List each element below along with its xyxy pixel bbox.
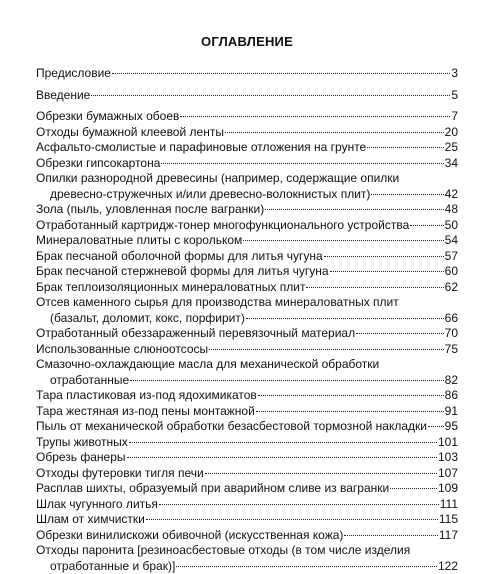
toc-entry [36, 88, 458, 104]
dot-leader [428, 426, 444, 427]
toc-entry [36, 156, 458, 172]
toc-entry-title: Опилки разнородной древесины (например, содержащие опилки [36, 171, 399, 187]
toc-page-number: 66 [445, 311, 458, 327]
toc-page-number: 70 [445, 326, 458, 342]
toc-entry-line [36, 264, 458, 280]
toc-entry [36, 171, 458, 202]
toc-entry-line [36, 218, 458, 234]
toc-heading: ОГЛАВЛЕНИЕ [0, 34, 494, 49]
toc-entry-line [36, 559, 458, 574]
toc-page-number: 91 [445, 404, 458, 420]
toc-entry [36, 481, 458, 497]
toc-entry-title: Шлак чугунного литья [36, 497, 158, 513]
dot-leader [356, 333, 444, 334]
toc-entry-line [36, 512, 458, 528]
toc-entry [36, 342, 458, 358]
dot-leader [129, 442, 437, 443]
dot-leader [205, 473, 437, 474]
toc-page-number: 34 [445, 156, 458, 172]
toc-entry-line [36, 295, 458, 311]
toc-entry-title: Шлам от химчистки [36, 512, 145, 528]
dot-leader [344, 535, 437, 536]
toc-entry-line [36, 481, 458, 497]
toc-entry [36, 435, 458, 451]
toc-page-number: 122 [438, 559, 458, 574]
toc-entry-title: отработанные и брак)] [50, 559, 175, 574]
toc-entry-title: Отсев каменного сырья для производства минераловатных плит [36, 295, 399, 311]
toc-entry-title: Предисловие [36, 66, 111, 82]
toc-entry [36, 326, 458, 342]
toc-page-number: 3 [451, 66, 458, 82]
toc-entry-title: (базальт, доломит, кокс, порфирит) [50, 311, 245, 327]
dot-leader [146, 519, 438, 520]
dot-leader [130, 380, 444, 381]
toc-entry [36, 140, 458, 156]
toc-entry [36, 388, 458, 404]
toc-entry-title: Брак теплоизоляционных минераловатных плит [36, 280, 305, 296]
toc-entry-line [36, 88, 458, 104]
dot-leader [265, 209, 443, 210]
table-of-contents [36, 66, 458, 574]
dot-leader [306, 287, 443, 288]
toc-entry [36, 512, 458, 528]
toc-entry [36, 280, 458, 296]
toc-entry-line [36, 357, 458, 373]
toc-entry-line [36, 187, 458, 203]
toc-entry-title: Обрезки бумажных обоев [36, 109, 179, 125]
dot-leader [112, 73, 450, 74]
dot-leader [324, 256, 444, 257]
toc-entry-line [36, 109, 458, 125]
toc-entry-line [36, 156, 458, 172]
toc-page-number: 48 [445, 202, 458, 218]
toc-entry-title: Отходы паронита [резиноасбестовые отходы (в том числе изделия [36, 543, 410, 559]
dot-leader [330, 271, 444, 272]
toc-entry [36, 497, 458, 513]
toc-entry-line [36, 404, 458, 420]
toc-entry [36, 109, 458, 125]
toc-entry-title: Асфальто-смолистые и парафиновые отложения на грунте [36, 140, 366, 156]
dot-leader [127, 457, 437, 458]
toc-page-number: 95 [445, 419, 458, 435]
toc-page-number: 115 [439, 512, 458, 528]
toc-entry-title: Трупы животных [36, 435, 128, 451]
toc-page-number: 109 [438, 481, 458, 497]
toc-entry [36, 543, 458, 574]
toc-entry-line [36, 202, 458, 218]
toc-entry [36, 202, 458, 218]
toc-entry-title: Введение [36, 88, 90, 104]
toc-entry [36, 264, 458, 280]
toc-entry-line [36, 171, 458, 187]
toc-entry-line [36, 497, 458, 513]
toc-entry-title: Отработанный картридж-тонер многофункционального устройства [36, 218, 409, 234]
toc-entry [36, 249, 458, 265]
dot-leader [256, 411, 444, 412]
toc-entry-line [36, 450, 458, 466]
toc-entry-title: Минераловатные плиты с корольком [36, 233, 242, 249]
toc-entry [36, 528, 458, 544]
toc-entry-title: отработанные [50, 373, 129, 389]
toc-page-number: 101 [438, 435, 458, 451]
toc-entry-line [36, 435, 458, 451]
toc-entry-line [36, 249, 458, 265]
toc-page-number: 117 [439, 528, 458, 544]
toc-page-number: 82 [445, 373, 458, 389]
toc-page-number: 42 [445, 187, 458, 203]
dot-leader [410, 225, 443, 226]
toc-entry [36, 404, 458, 420]
toc-page-number: 60 [445, 264, 458, 280]
toc-entry [36, 218, 458, 234]
toc-entry-title: Брак песчаной стержневой формы для литья чугуна [36, 264, 329, 280]
dot-leader [91, 95, 450, 96]
toc-page-number: 25 [445, 140, 458, 156]
toc-entry-title: Пыль от механической обработки безасбестовой тормозной накладки [36, 419, 427, 435]
toc-entry [36, 233, 458, 249]
toc-entry-title: древесно-стружечных и/или древесно-волокнистых плит) [50, 187, 370, 203]
toc-entry-line [36, 528, 458, 544]
toc-entry-title: Расплав шихты, образуемый при аварийном сливе из вагранки [36, 481, 389, 497]
toc-entry-title: Смазочно-охлаждающие масла для механической обработки [36, 357, 379, 373]
toc-entry [36, 450, 458, 466]
toc-entry-title: Обрезки гипсокартона [36, 156, 160, 172]
toc-entry-title: Обрезь фанеры [36, 450, 126, 466]
toc-entry [36, 66, 458, 82]
toc-page-number: 75 [445, 342, 458, 358]
toc-entry-title: Тара пластиковая из-под ядохимикатов [36, 388, 257, 404]
toc-page-number: 62 [445, 280, 458, 296]
dot-leader [371, 194, 443, 195]
toc-entry-line [36, 373, 458, 389]
toc-entry-line [36, 326, 458, 342]
toc-entry-line [36, 466, 458, 482]
dot-leader [180, 116, 450, 117]
toc-page-number: 111 [440, 497, 458, 513]
toc-page-number: 86 [445, 388, 458, 404]
dot-leader [246, 318, 444, 319]
toc-entry-line [36, 342, 458, 358]
toc-page-number: 103 [438, 450, 458, 466]
toc-entry-title: Отходы футеровки тигля печи [36, 466, 204, 482]
toc-entry-line [36, 233, 458, 249]
dot-leader [161, 163, 443, 164]
toc-entry-title: Отходы бумажной клеевой ленты [36, 125, 224, 141]
toc-entry [36, 466, 458, 482]
toc-entry [36, 357, 458, 388]
toc-page-number: 50 [445, 218, 458, 234]
dot-leader [243, 240, 443, 241]
toc-entry-title: Зола (пыль, уловленная после вагранки) [36, 202, 264, 218]
toc-entry-line [36, 311, 458, 327]
dot-leader [209, 349, 444, 350]
dot-leader [258, 395, 444, 396]
toc-entry-line [36, 66, 458, 82]
toc-entry-title: Брак песчаной оболочной формы для литья чугуна [36, 249, 323, 265]
dot-leader [390, 488, 437, 489]
toc-page-number: 20 [445, 125, 458, 141]
toc-page-number: 57 [445, 249, 458, 265]
toc-entry-line [36, 125, 458, 141]
toc-entry-line [36, 280, 458, 296]
toc-page-number: 7 [451, 109, 458, 125]
dot-leader [225, 132, 444, 133]
dot-leader [159, 504, 439, 505]
toc-entry-line [36, 388, 458, 404]
toc-entry-line [36, 140, 458, 156]
dot-leader [367, 147, 443, 148]
toc-entry-title: Отработанный обеззараженный перевязочный материал [36, 326, 355, 342]
toc-entry-line [36, 543, 458, 559]
toc-page-number: 54 [445, 233, 458, 249]
toc-entry [36, 125, 458, 141]
toc-entry-title: Тара жестяная из-под пены монтажной [36, 404, 255, 420]
toc-entry-title: Использованные слюноотсосы [36, 342, 208, 358]
toc-page-number: 107 [438, 466, 458, 482]
toc-entry-title: Обрезки винилискожи обивочной (искусственная кожа) [36, 528, 343, 544]
toc-entry [36, 295, 458, 326]
toc-entry [36, 419, 458, 435]
toc-page-number: 5 [451, 88, 458, 104]
toc-entry-line [36, 419, 458, 435]
